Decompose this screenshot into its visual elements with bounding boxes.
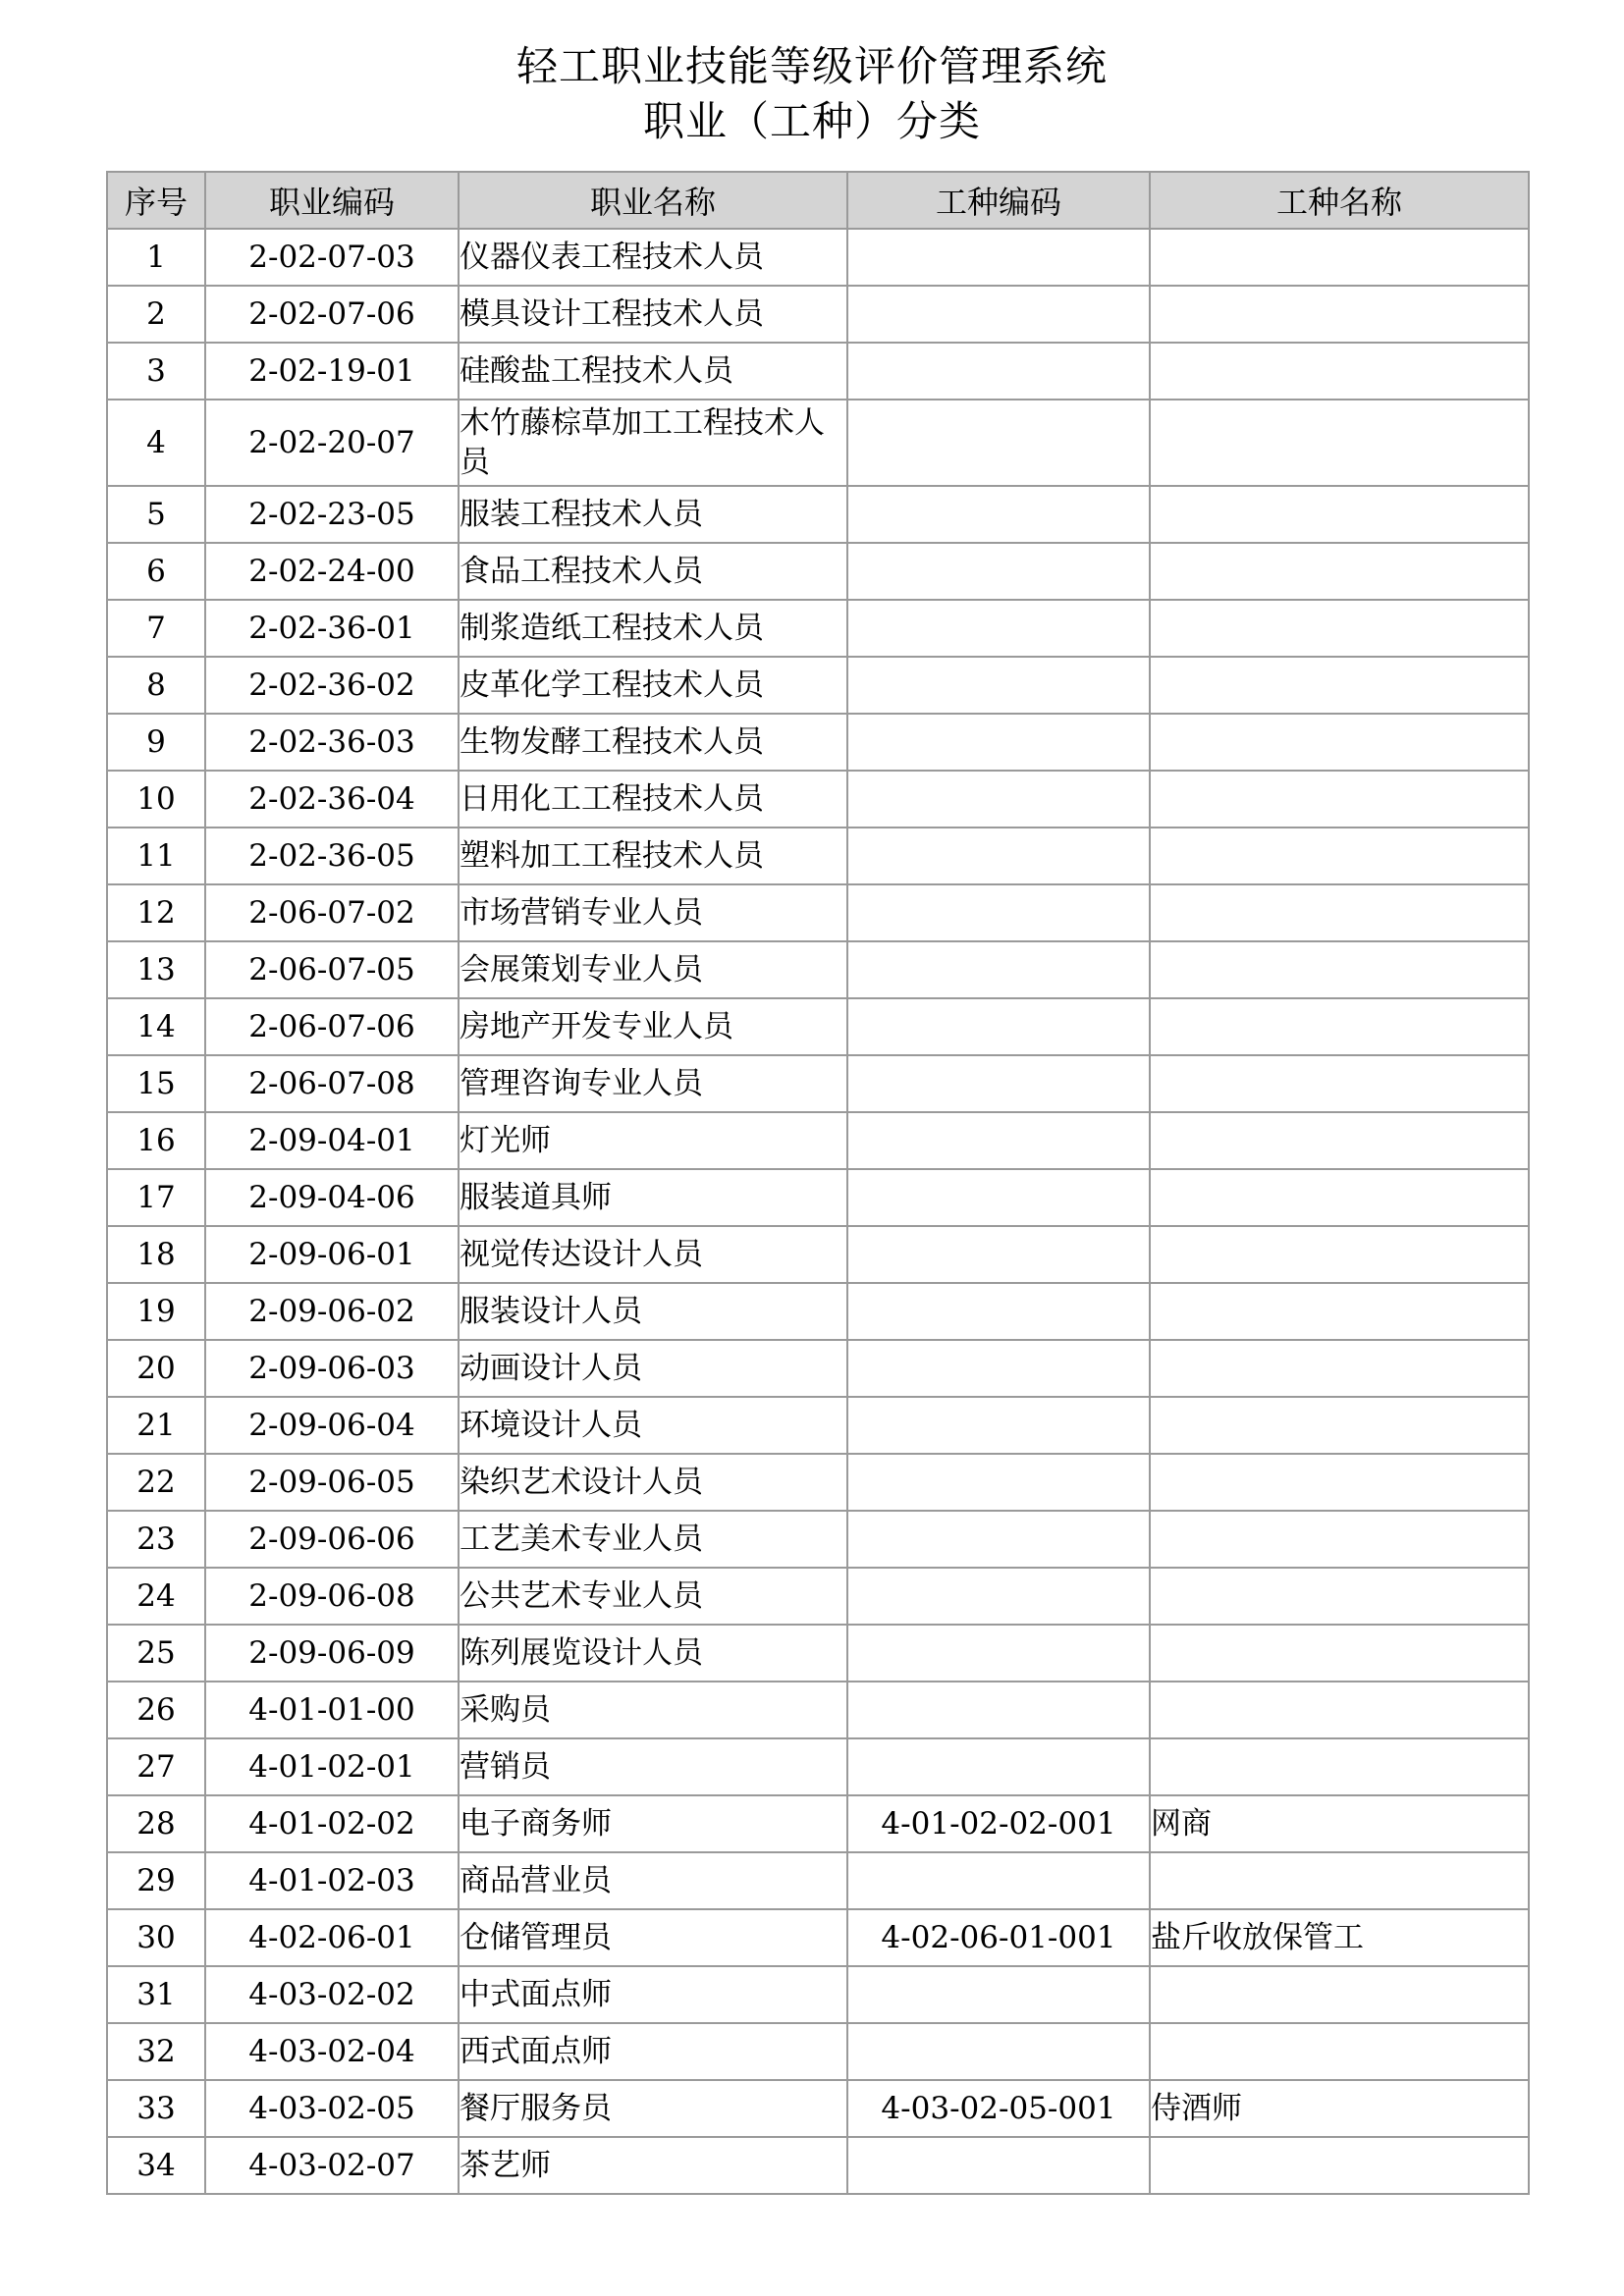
cell-occupation-name: 服装道具师	[459, 1169, 847, 1226]
cell-occupation-code: 2-02-36-04	[205, 771, 459, 828]
cell-occupation-name: 服装工程技术人员	[459, 486, 847, 543]
cell-serial-number: 3	[107, 343, 205, 400]
document-subtitle: 职业（工种）分类	[642, 97, 981, 145]
cell-occupation-code: 4-01-01-00	[205, 1682, 459, 1738]
table-row	[107, 1055, 1529, 1112]
occupation-table	[106, 171, 1530, 2195]
cell-occupation-name: 视觉传达设计人员	[459, 1226, 847, 1283]
cell-occupation-code: 4-02-06-01	[205, 1909, 459, 1966]
cell-job-type-code	[847, 1625, 1150, 1682]
cell-job-type-name	[1150, 1055, 1529, 1112]
cell-job-type-name	[1150, 1568, 1529, 1625]
cell-occupation-name: 中式面点师	[459, 1966, 847, 2023]
cell-job-type-name: 网商	[1150, 1795, 1529, 1852]
cell-serial-number: 9	[107, 714, 205, 771]
header-occupation-code: 职业编码	[205, 172, 459, 229]
cell-job-type-name	[1150, 2023, 1529, 2080]
cell-serial-number: 21	[107, 1397, 205, 1454]
table-row	[107, 1568, 1529, 1625]
cell-occupation-name: 硅酸盐工程技术人员	[459, 343, 847, 400]
cell-job-type-name: 侍酒师	[1150, 2080, 1529, 2137]
table-row	[107, 771, 1529, 828]
cell-serial-number: 8	[107, 657, 205, 714]
cell-occupation-code: 2-09-06-05	[205, 1454, 459, 1511]
cell-job-type-code: 4-02-06-01-001	[847, 1909, 1150, 1966]
cell-serial-number: 25	[107, 1625, 205, 1682]
cell-job-type-name	[1150, 400, 1529, 486]
cell-job-type-name	[1150, 714, 1529, 771]
cell-job-type-code	[847, 771, 1150, 828]
cell-occupation-name: 木竹藤棕草加工工程技术人员	[459, 400, 847, 486]
cell-job-type-name	[1150, 884, 1529, 941]
cell-serial-number: 23	[107, 1511, 205, 1568]
cell-serial-number: 31	[107, 1966, 205, 2023]
cell-serial-number: 16	[107, 1112, 205, 1169]
cell-serial-number: 17	[107, 1169, 205, 1226]
table-row	[107, 486, 1529, 543]
table-row	[107, 1112, 1529, 1169]
cell-serial-number: 19	[107, 1283, 205, 1340]
cell-job-type-name	[1150, 941, 1529, 998]
cell-serial-number: 6	[107, 543, 205, 600]
cell-serial-number: 24	[107, 1568, 205, 1625]
cell-serial-number: 12	[107, 884, 205, 941]
cell-job-type-name	[1150, 1966, 1529, 2023]
cell-job-type-name	[1150, 1682, 1529, 1738]
table-row	[107, 2023, 1529, 2080]
table-row	[107, 1283, 1529, 1340]
cell-occupation-code: 2-09-06-08	[205, 1568, 459, 1625]
cell-job-type-code	[847, 1055, 1150, 1112]
cell-job-type-code: 4-01-02-02-001	[847, 1795, 1150, 1852]
cell-occupation-name: 管理咨询专业人员	[459, 1055, 847, 1112]
cell-occupation-code: 2-09-06-03	[205, 1340, 459, 1397]
cell-job-type-code	[847, 1568, 1150, 1625]
cell-job-type-code	[847, 2023, 1150, 2080]
cell-occupation-code: 2-02-24-00	[205, 543, 459, 600]
table-row	[107, 400, 1529, 486]
cell-serial-number: 13	[107, 941, 205, 998]
cell-occupation-name: 工艺美术专业人员	[459, 1511, 847, 1568]
cell-occupation-code: 2-09-06-06	[205, 1511, 459, 1568]
cell-serial-number: 5	[107, 486, 205, 543]
cell-occupation-name: 日用化工工程技术人员	[459, 771, 847, 828]
cell-job-type-name	[1150, 286, 1529, 343]
table-row	[107, 714, 1529, 771]
table-row	[107, 1226, 1529, 1283]
cell-occupation-code: 2-09-04-01	[205, 1112, 459, 1169]
table-row	[107, 229, 1529, 286]
cell-job-type-code: 4-03-02-05-001	[847, 2080, 1150, 2137]
cell-job-type-code	[847, 998, 1150, 1055]
cell-serial-number: 1	[107, 229, 205, 286]
cell-serial-number: 2	[107, 286, 205, 343]
cell-occupation-name: 房地产开发专业人员	[459, 998, 847, 1055]
cell-serial-number: 7	[107, 600, 205, 657]
cell-serial-number: 32	[107, 2023, 205, 2080]
cell-occupation-code: 2-09-06-02	[205, 1283, 459, 1340]
cell-occupation-name: 会展策划专业人员	[459, 941, 847, 998]
cell-serial-number: 14	[107, 998, 205, 1055]
cell-job-type-name	[1150, 1283, 1529, 1340]
table-row	[107, 1795, 1529, 1852]
cell-occupation-code: 2-09-04-06	[205, 1169, 459, 1226]
cell-job-type-name	[1150, 1226, 1529, 1283]
cell-occupation-code: 2-09-06-09	[205, 1625, 459, 1682]
table-row	[107, 884, 1529, 941]
cell-occupation-code: 2-02-07-06	[205, 286, 459, 343]
cell-serial-number: 20	[107, 1340, 205, 1397]
cell-occupation-code: 2-02-23-05	[205, 486, 459, 543]
table-row	[107, 828, 1529, 884]
cell-job-type-name	[1150, 1625, 1529, 1682]
header-job-type-code: 工种编码	[847, 172, 1150, 229]
cell-serial-number: 18	[107, 1226, 205, 1283]
cell-occupation-name: 采购员	[459, 1682, 847, 1738]
table-row	[107, 1169, 1529, 1226]
cell-job-type-name	[1150, 2137, 1529, 2194]
cell-job-type-name	[1150, 1169, 1529, 1226]
cell-serial-number: 15	[107, 1055, 205, 1112]
cell-job-type-code	[847, 828, 1150, 884]
header-job-type-name: 工种名称	[1150, 172, 1529, 229]
cell-job-type-code	[847, 1112, 1150, 1169]
table-row	[107, 1511, 1529, 1568]
table-row	[107, 1966, 1529, 2023]
cell-occupation-name: 动画设计人员	[459, 1340, 847, 1397]
cell-occupation-code: 4-03-02-07	[205, 2137, 459, 2194]
cell-job-type-name	[1150, 771, 1529, 828]
cell-occupation-name: 塑料加工工程技术人员	[459, 828, 847, 884]
cell-occupation-name: 制浆造纸工程技术人员	[459, 600, 847, 657]
cell-occupation-name: 仪器仪表工程技术人员	[459, 229, 847, 286]
cell-occupation-code: 2-06-07-05	[205, 941, 459, 998]
table-row	[107, 1909, 1529, 1966]
cell-occupation-code: 2-06-07-06	[205, 998, 459, 1055]
cell-job-type-code	[847, 941, 1150, 998]
cell-serial-number: 34	[107, 2137, 205, 2194]
table-row	[107, 543, 1529, 600]
cell-occupation-code: 4-01-02-01	[205, 1738, 459, 1795]
cell-serial-number: 29	[107, 1852, 205, 1909]
cell-job-type-code	[847, 343, 1150, 400]
cell-occupation-name: 陈列展览设计人员	[459, 1625, 847, 1682]
table-row	[107, 657, 1529, 714]
cell-job-type-code	[847, 1283, 1150, 1340]
table-row	[107, 1738, 1529, 1795]
cell-job-type-name	[1150, 543, 1529, 600]
cell-occupation-name: 餐厅服务员	[459, 2080, 847, 2137]
cell-occupation-name: 灯光师	[459, 1112, 847, 1169]
cell-occupation-code: 2-09-06-04	[205, 1397, 459, 1454]
cell-job-type-name	[1150, 828, 1529, 884]
header-occupation-name: 职业名称	[459, 172, 847, 229]
cell-job-type-code	[847, 884, 1150, 941]
cell-job-type-name	[1150, 1397, 1529, 1454]
cell-job-type-name	[1150, 657, 1529, 714]
cell-job-type-code	[847, 1340, 1150, 1397]
cell-serial-number: 33	[107, 2080, 205, 2137]
cell-job-type-name	[1150, 1738, 1529, 1795]
cell-job-type-name	[1150, 1852, 1529, 1909]
cell-job-type-name	[1150, 998, 1529, 1055]
cell-job-type-name	[1150, 1511, 1529, 1568]
cell-occupation-name: 商品营业员	[459, 1852, 847, 1909]
table-row	[107, 286, 1529, 343]
cell-occupation-name: 染织艺术设计人员	[459, 1454, 847, 1511]
table-row	[107, 1454, 1529, 1511]
cell-job-type-name: 盐斤收放保管工	[1150, 1909, 1529, 1966]
table-row	[107, 2137, 1529, 2194]
table-row	[107, 1397, 1529, 1454]
cell-job-type-code	[847, 657, 1150, 714]
cell-job-type-name	[1150, 1112, 1529, 1169]
cell-job-type-code	[847, 1738, 1150, 1795]
cell-occupation-name: 营销员	[459, 1738, 847, 1795]
cell-job-type-name	[1150, 343, 1529, 400]
table-body	[107, 229, 1529, 2194]
cell-occupation-name: 模具设计工程技术人员	[459, 286, 847, 343]
cell-occupation-code: 2-02-36-02	[205, 657, 459, 714]
table-row	[107, 600, 1529, 657]
cell-occupation-code: 2-02-20-07	[205, 400, 459, 486]
table-row	[107, 998, 1529, 1055]
cell-occupation-code: 2-02-07-03	[205, 229, 459, 286]
cell-occupation-code: 2-02-19-01	[205, 343, 459, 400]
cell-job-type-code	[847, 486, 1150, 543]
cell-serial-number: 30	[107, 1909, 205, 1966]
table-row	[107, 941, 1529, 998]
cell-job-type-code	[847, 286, 1150, 343]
cell-occupation-name: 市场营销专业人员	[459, 884, 847, 941]
cell-job-type-name	[1150, 1340, 1529, 1397]
cell-serial-number: 28	[107, 1795, 205, 1852]
table-header-row	[107, 172, 1529, 229]
cell-occupation-name: 食品工程技术人员	[459, 543, 847, 600]
table-row	[107, 1852, 1529, 1909]
cell-occupation-code: 2-09-06-01	[205, 1226, 459, 1283]
table-row	[107, 1340, 1529, 1397]
cell-occupation-code: 4-03-02-02	[205, 1966, 459, 2023]
cell-job-type-code	[847, 600, 1150, 657]
cell-job-type-code	[847, 714, 1150, 771]
table-row	[107, 1682, 1529, 1738]
cell-occupation-code: 4-03-02-05	[205, 2080, 459, 2137]
cell-occupation-name: 环境设计人员	[459, 1397, 847, 1454]
cell-job-type-name	[1150, 229, 1529, 286]
cell-job-type-name	[1150, 486, 1529, 543]
cell-occupation-code: 4-01-02-03	[205, 1852, 459, 1909]
cell-serial-number: 4	[107, 400, 205, 486]
cell-job-type-name	[1150, 600, 1529, 657]
cell-job-type-code	[847, 400, 1150, 486]
cell-job-type-name	[1150, 1454, 1529, 1511]
cell-job-type-code	[847, 1511, 1150, 1568]
cell-occupation-name: 电子商务师	[459, 1795, 847, 1852]
cell-occupation-code: 2-02-36-05	[205, 828, 459, 884]
cell-job-type-code	[847, 2137, 1150, 2194]
cell-serial-number: 27	[107, 1738, 205, 1795]
cell-job-type-code	[847, 1852, 1150, 1909]
cell-occupation-code: 2-02-36-03	[205, 714, 459, 771]
cell-job-type-code	[847, 543, 1150, 600]
cell-occupation-name: 仓储管理员	[459, 1909, 847, 1966]
cell-serial-number: 22	[107, 1454, 205, 1511]
cell-occupation-code: 2-02-36-01	[205, 600, 459, 657]
cell-serial-number: 11	[107, 828, 205, 884]
cell-occupation-name: 皮革化学工程技术人员	[459, 657, 847, 714]
document-title: 轻工职业技能等级评价管理系统	[515, 42, 1108, 90]
cell-job-type-code	[847, 1226, 1150, 1283]
cell-occupation-name: 公共艺术专业人员	[459, 1568, 847, 1625]
cell-occupation-name: 茶艺师	[459, 2137, 847, 2194]
cell-occupation-name: 服装设计人员	[459, 1283, 847, 1340]
cell-occupation-name: 生物发酵工程技术人员	[459, 714, 847, 771]
table-row	[107, 1625, 1529, 1682]
cell-occupation-code: 2-06-07-08	[205, 1055, 459, 1112]
cell-job-type-code	[847, 1169, 1150, 1226]
cell-occupation-code: 2-06-07-02	[205, 884, 459, 941]
cell-serial-number: 10	[107, 771, 205, 828]
cell-serial-number: 26	[107, 1682, 205, 1738]
table-row	[107, 2080, 1529, 2137]
cell-job-type-code	[847, 1682, 1150, 1738]
cell-job-type-code	[847, 1966, 1150, 2023]
cell-occupation-code: 4-03-02-04	[205, 2023, 459, 2080]
cell-occupation-name: 西式面点师	[459, 2023, 847, 2080]
cell-occupation-code: 4-01-02-02	[205, 1795, 459, 1852]
cell-job-type-code	[847, 229, 1150, 286]
cell-job-type-code	[847, 1397, 1150, 1454]
cell-job-type-code	[847, 1454, 1150, 1511]
header-serial-number: 序号	[107, 172, 205, 229]
table-row	[107, 343, 1529, 400]
